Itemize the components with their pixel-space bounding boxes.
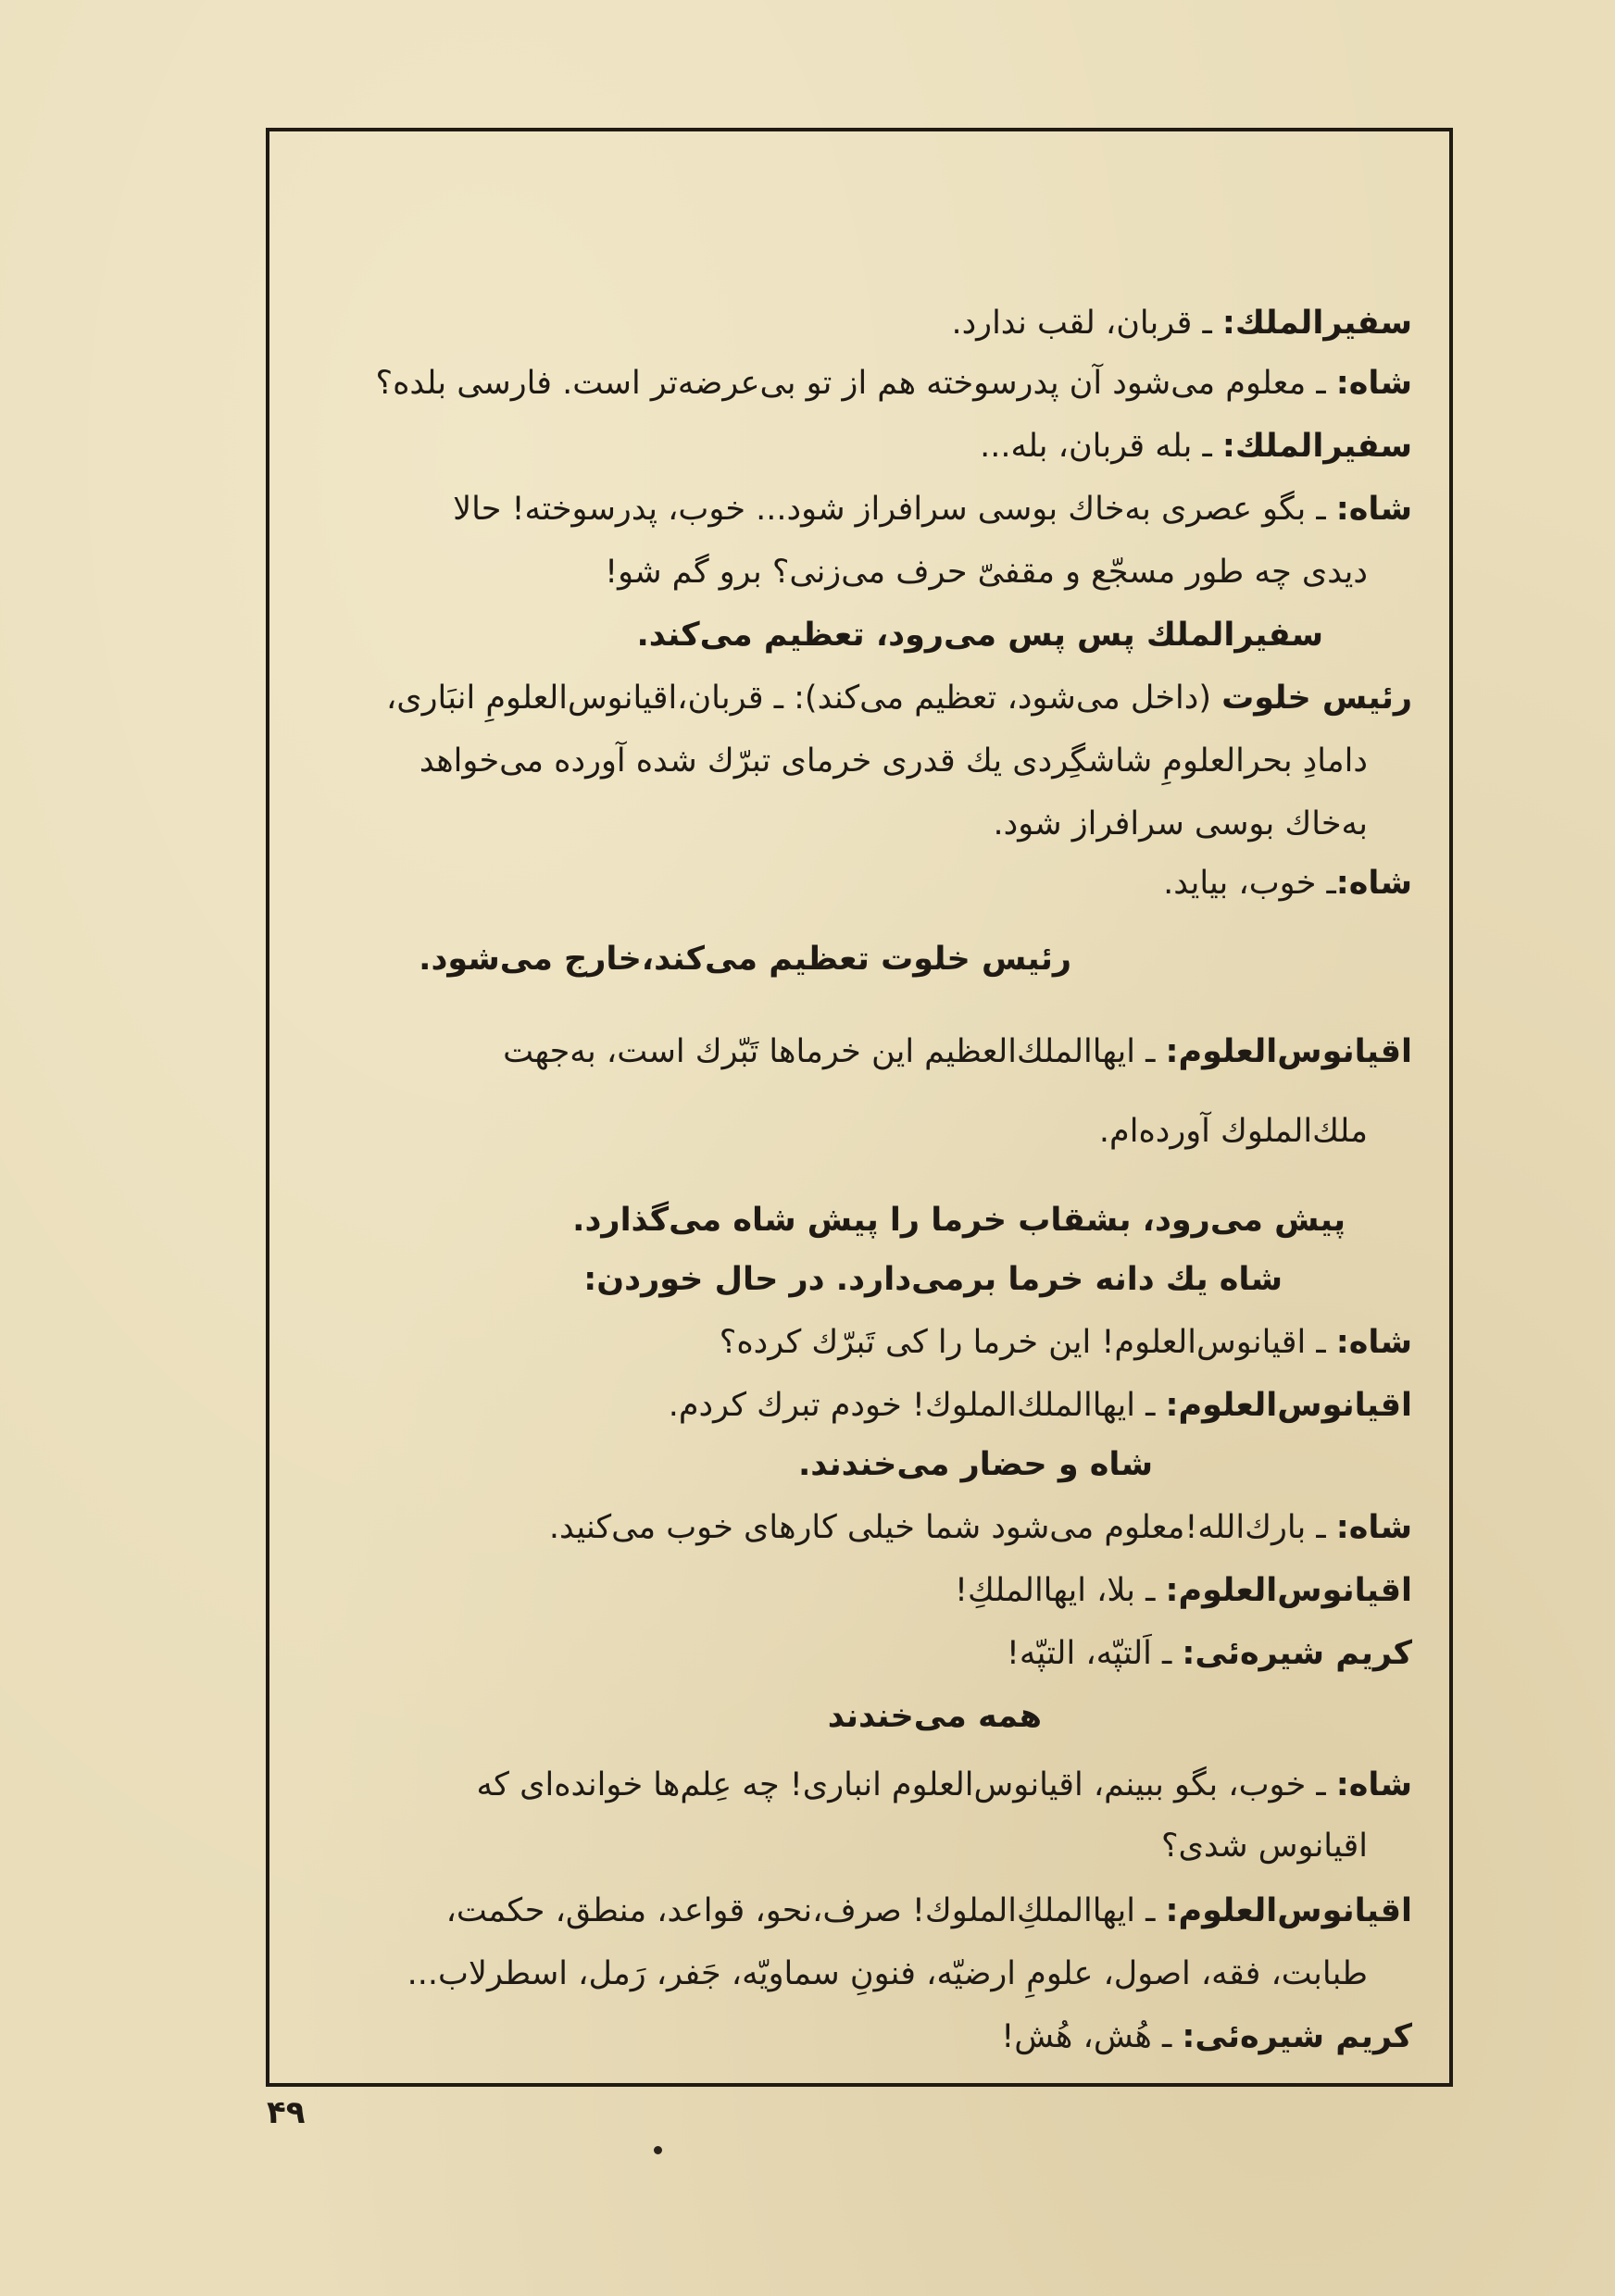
stage-direction: شاه و حضار می‌خندند. xyxy=(797,1446,1153,1483)
speaker: کریم شیره‌ئی: xyxy=(1182,2018,1412,2055)
dialogue-line: سفیرالملك: ـ قربان، لقب ندارد. xyxy=(951,305,1412,342)
dialogue-line: اقیانوس‌العلوم: ـ بلا، ایهاالملكِ! xyxy=(954,1572,1412,1609)
dialogue-line: شاه: ـ معلوم می‌شود آن پدرسوخته هم از تو بی‌عرضه‌تر است. فارسی بلده؟ xyxy=(375,365,1412,402)
dialogue-continuation: ملك‌الملوك آورده‌ام. xyxy=(1098,1113,1368,1150)
dialogue-continuation: دیدی چه طور مسجّع و مقفیّ حرف می‌زنی؟ برو گم شو! xyxy=(605,554,1368,591)
stage-direction: پیش می‌رود، بشقاب خرما را پیش شاه می‌گذارد. xyxy=(572,1202,1346,1239)
dialogue-line: کریم شیره‌ئی: ـ هُش، هُش! xyxy=(1001,2018,1412,2055)
page-number: ۴۹ xyxy=(267,2094,306,2131)
dialogue-continuation: طبابت، فقه، اصول، علومِ ارضیّه، فنونِ سماویّه، جَفر، رَمل، اسطرلاب... xyxy=(407,1955,1368,1992)
dialogue-continuation: به‌خاك بوسی سرافراز شود. xyxy=(993,805,1368,842)
speaker: رئیس خلوت xyxy=(1221,680,1412,717)
speaker: شاه: xyxy=(1335,865,1412,902)
speaker: شاه: xyxy=(1335,1509,1412,1546)
dialogue-line: اقیانوس‌العلوم: ـ ایهاالملكِ‌الملوك! صرف،نحو، قواعد، منطق، حکمت، xyxy=(445,1892,1412,1929)
speaker: سفیرالملك: xyxy=(1221,428,1412,465)
stage-direction: شاه یك دانه خرما برمی‌دارد. در حال خوردن: xyxy=(583,1261,1283,1298)
speaker: سفیرالملك: xyxy=(1221,305,1412,342)
dialogue-line: اقیانوس‌العلوم: ـ ایهاالملك‌العظیم این خرماها تَبّرك است، به‌جهت xyxy=(503,1033,1412,1070)
dialogue-line: اقیانوس‌العلوم: ـ ایهاالملك‌الملوك! خودم تبرك کردم. xyxy=(668,1387,1412,1424)
dialogue-line: کریم شیره‌ئی: ـ اَلتپّه، التپّه! xyxy=(1006,1635,1412,1672)
dialogue-line: سفیرالملك: ـ بله قربان، بله... xyxy=(980,428,1412,465)
speaker: شاه: xyxy=(1335,1324,1412,1361)
stage-direction: سفیرالملك پس پس می‌رود، تعظیم می‌کند. xyxy=(636,617,1323,654)
speaker: شاه: xyxy=(1335,1766,1412,1803)
dialogue-line: شاه: ـ بگو عصری به‌خاك بوسی سرافراز شود... خوب، پدرسوخته! حالا xyxy=(453,491,1412,528)
speaker: شاه: xyxy=(1335,365,1412,402)
dialogue-line: شاه: ـ اقیانوس‌العلوم! این خرما را کی تَبرّك کرده؟ xyxy=(719,1324,1412,1361)
ink-speck xyxy=(654,2146,662,2154)
dialogue-line: رئیس خلوت (داخل می‌شود، تعظیم می‌کند): ـ قربان،اقیانوس‌العلومِ انبَاری، xyxy=(385,680,1412,717)
dialogue-line: شاه: ـ خوب، بگو ببینم، اقیانوس‌العلوم انباری! چه عِلم‌ها خوانده‌ای که xyxy=(476,1766,1412,1803)
stage-direction: همه می‌خندند xyxy=(827,1698,1042,1735)
dialogue-continuation: دامادِ بحرالعلومِ شاشگِردی یك قدری خرمای تبرّك شده آورده می‌خواهد xyxy=(419,742,1368,780)
stage-direction: رئیس خلوت تعظیم می‌کند،خارج می‌شود. xyxy=(419,941,1071,978)
dialogue-line: شاه: ـ بارك‌الله!معلوم می‌شود شما خیلی کارهای خوب می‌کنید. xyxy=(548,1509,1412,1546)
speaker: اقیانوس‌العلوم: xyxy=(1165,1572,1412,1609)
dialogue-continuation: اقیانوس شدی؟ xyxy=(1160,1828,1368,1865)
speaker: اقیانوس‌العلوم: xyxy=(1165,1892,1412,1929)
speaker: اقیانوس‌العلوم: xyxy=(1165,1387,1412,1424)
dialogue-line: شاه:ـ خوب، بیاید. xyxy=(1163,865,1412,902)
speaker: شاه: xyxy=(1335,491,1412,528)
speaker: اقیانوس‌العلوم: xyxy=(1165,1033,1412,1070)
speaker: کریم شیره‌ئی: xyxy=(1182,1635,1412,1672)
